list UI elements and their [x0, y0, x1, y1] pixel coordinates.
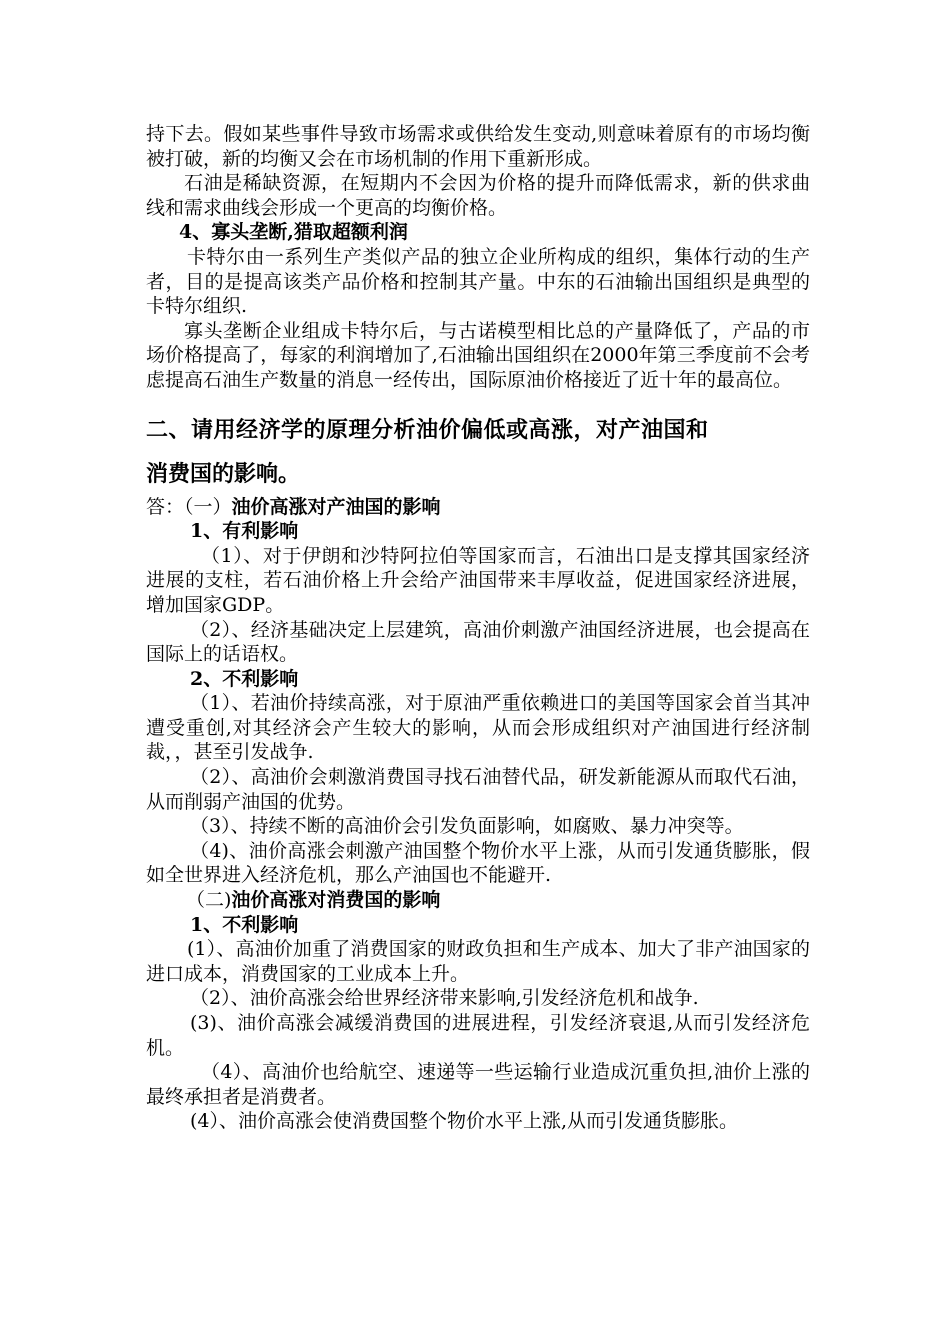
paragraph-continuation: 持下去。假如某些事件导致市场需求或供给发生变动,则意味着原有的市场均衡被打破，新的均衡又会在市场机制的作用下重新形成。 — [146, 123, 810, 170]
answer-prefix: 答：（一） — [146, 495, 232, 518]
section-heading-2-line2: 消费国的影响。 — [146, 460, 301, 487]
consumer-heading — [146, 888, 810, 913]
producer-unfavorable-1: （1）、若油价持续高涨，对于原油严重依赖进口的美国等国家会首当其冲遭受重创,对其经济会产生较大的影响，从而会形成组织对产油国进行经济制裁，，甚至引发战争. — [146, 692, 810, 764]
consumer-title-prefix: （二) — [186, 889, 232, 912]
consumer-unfavorable-2: （2）、油价高涨会给世界经济带来影响,引发经济危机和战争. — [190, 987, 699, 1010]
consumer-title: 油价高涨对消费国的影响 — [231, 889, 441, 912]
consumer-unfavorable-4: （4）、高油价也给航空、速递等一些运输行业造成沉重负担,油价上涨的最终承担者是消费者。 — [146, 1061, 810, 1108]
consumer-unfavorable-5: (4）、油价高涨会使消费国整个物价水平上涨,从而引发通货膨胀。 — [190, 1110, 739, 1133]
document-page — [146, 122, 810, 1134]
heading-oligopoly: 4、寡头垄断,猎取超额利润 — [179, 221, 408, 244]
producer-unfavorable-2: （2）、高油价会刺激消费国寻找石油替代品，研发新能源从而取代石油，从而削弱产油国的优势。 — [146, 766, 810, 813]
consumer-unfavorable-3: (3)、油价高涨会减缓消费国的进展进程，引发经济衰退,从而引发经济危机。 — [146, 1012, 810, 1059]
producer-unfavorable-heading: 2、不利影响 — [190, 667, 299, 690]
section-heading-2-line1: 二、请用经济学的原理分析油价偏低或高涨，对产油国和 — [146, 416, 709, 443]
paragraph-oligopoly-effects: 寡头垄断企业组成卡特尔后，与古诺模型相比总的产量降低了，产品的市场价格提高了，每家的利润增加了,石油输出国组织在2000年第三季度前不会考虑提高石油生产数量的消息一经传出，国际原油价格接近了近十年的最高位。 — [146, 319, 810, 391]
consumer-unfavorable-1: (1）、高油价加重了消费国家的财政负担和生产成本、加大了非产油国家的进口成本，消费国家的工业成本上升。 — [146, 938, 810, 985]
paragraph-cartel: 卡特尔由一系列生产类似产品的独立企业所构成的组织，集体行动的生产者，目的是提高该类产品价格和控制其产量。中东的石油输出国组织是典型的卡特尔组织. — [146, 245, 810, 318]
producer-unfavorable-3: （3）、持续不断的高油价会引发负面影响，如腐败、暴力冲突等。 — [190, 815, 744, 838]
producer-favorable-heading: 1、有利影响 — [190, 520, 299, 543]
answer-heading — [146, 495, 810, 520]
producer-favorable-1: （1）、对于伊朗和沙特阿拉伯等国家而言，石油出口是支撑其国家经济进展的支柱，若石油价格上升会给产油国带来丰厚收益，促进国家经济进展，增加国家GDP。 — [146, 544, 810, 616]
producer-unfavorable-4: （4)、油价高涨会刺激产油国整个物价水平上涨，从而引发通货膨胀，假如全世界进入经济危机，那么产油国也不能避开. — [146, 839, 810, 887]
producer-favorable-2: （2）、经济基础决定上层建筑，高油价刺激产油国经济进展，也会提高在国际上的话语权。 — [146, 618, 810, 666]
answer-title: 油价高涨对产油国的影响 — [231, 495, 441, 518]
consumer-unfavorable-heading: 1、不利影响 — [190, 913, 299, 936]
paragraph-scarce-resource: 石油是稀缺资源，在短期内不会因为价格的提升而降低需求，新的供求曲线和需求曲线会形成一个更高的均衡价格。 — [146, 172, 810, 219]
